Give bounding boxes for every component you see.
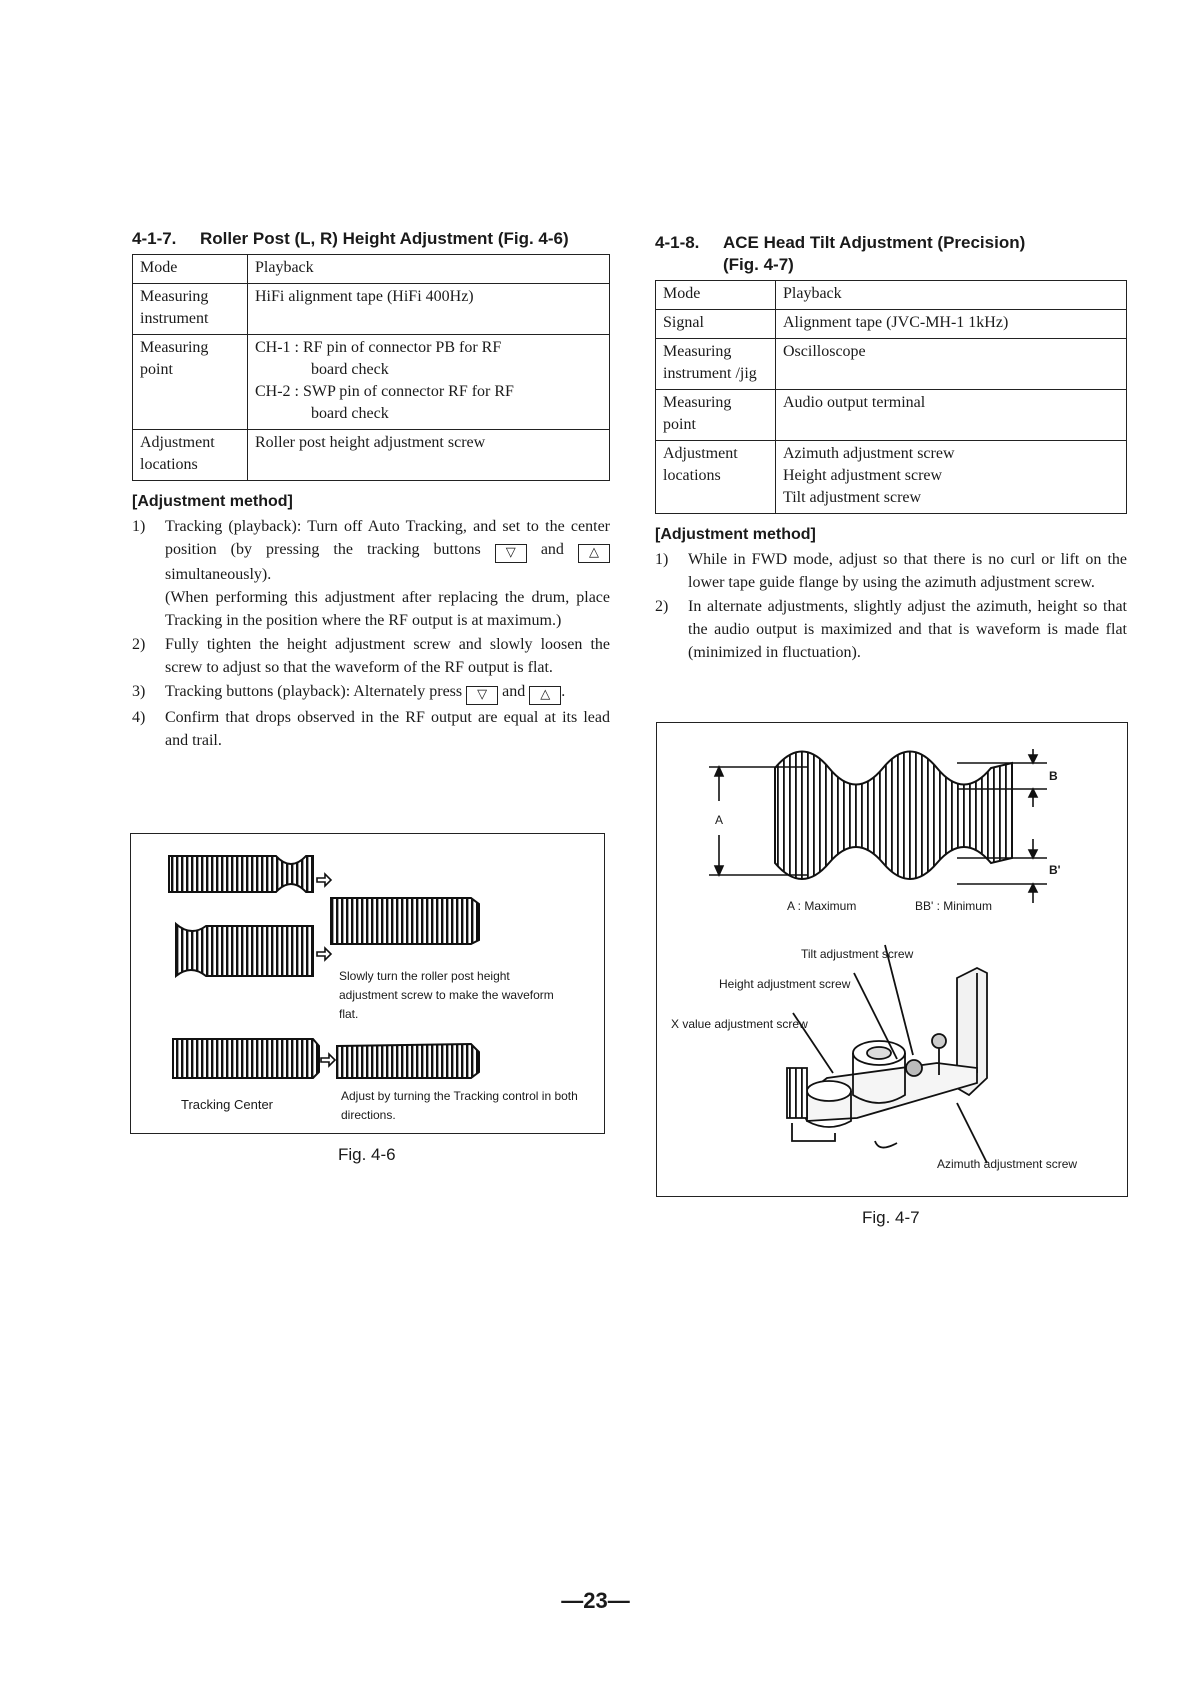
label-bb-minimum: BB' : Minimum bbox=[915, 899, 992, 913]
label-a: A bbox=[715, 813, 724, 827]
table-row bbox=[656, 441, 1127, 514]
table-row bbox=[133, 284, 610, 335]
figure-4-7 bbox=[656, 722, 1128, 1197]
step-3-text: Tracking buttons (playback): Alternately press bbox=[165, 683, 463, 700]
point-value: Audio output terminal bbox=[776, 390, 1127, 441]
step-number: 1) bbox=[132, 518, 146, 535]
instrument-label: Measuring instrument /jig bbox=[656, 339, 776, 390]
figure-caption: Fig. 4-7 bbox=[862, 1208, 920, 1227]
table-row bbox=[656, 310, 1127, 339]
table-row bbox=[656, 281, 1127, 310]
figure-caption: Fig. 4-6 bbox=[338, 1145, 396, 1164]
section-number: 4-1-7. bbox=[132, 229, 177, 248]
tracking-down-button: ▽ bbox=[466, 686, 498, 705]
instrument-value: Oscilloscope bbox=[776, 339, 1127, 390]
step-1-note: (When performing this adjustment after replacing the drum, place Tracking in the position where the RF output is at maximum.) bbox=[165, 589, 610, 629]
location-height: Height adjustment screw bbox=[783, 467, 943, 484]
table-row bbox=[133, 255, 610, 284]
section-4-1-7 bbox=[132, 228, 610, 753]
label-height-screw: Height adjustment screw bbox=[719, 977, 851, 991]
audio-waveform bbox=[775, 752, 1012, 880]
step-2-text: Fully tighten the height adjustment screw and slowly loosen the screw to adjust so that the waveform of the RF output is flat. bbox=[165, 636, 610, 676]
mode-label: Mode bbox=[133, 255, 248, 284]
waveform-lead-drop bbox=[169, 856, 313, 892]
label-tracking-center: Tracking Center bbox=[181, 1097, 273, 1112]
mode-value: Playback bbox=[248, 255, 610, 284]
locations-value bbox=[776, 441, 1127, 514]
step-4 bbox=[132, 706, 610, 752]
waveform-flat-upper bbox=[331, 898, 479, 944]
label-xvalue-screw: X value adjustment screw bbox=[671, 1017, 808, 1031]
location-tilt: Tilt adjustment screw bbox=[783, 489, 922, 506]
step-number: 2) bbox=[655, 598, 669, 615]
step-number: 4) bbox=[132, 709, 146, 726]
section-4-1-8 bbox=[655, 232, 1127, 665]
table-row bbox=[133, 430, 610, 481]
section-title bbox=[132, 228, 610, 250]
step-1-text: While in FWD mode, adjust so that there is no curl or lift on the lower tape guide flange by using the azimuth adjustment screw. bbox=[688, 551, 1127, 591]
step-number: 1) bbox=[655, 551, 669, 568]
section-title-cont: (Fig. 4-7) bbox=[723, 255, 794, 274]
step-1-and: and bbox=[540, 541, 564, 558]
waveform-center-left bbox=[173, 1039, 319, 1078]
tracking-up-button: △ bbox=[578, 544, 610, 563]
section-title bbox=[655, 232, 1127, 276]
table-row bbox=[656, 339, 1127, 390]
step-1 bbox=[655, 548, 1127, 594]
step-3-tail: . bbox=[561, 683, 566, 700]
page-number: —23— bbox=[561, 1588, 630, 1613]
spec-table bbox=[132, 254, 610, 481]
point-ch1-cont: board check bbox=[311, 361, 389, 378]
method-steps bbox=[132, 515, 610, 752]
signal-label: Signal bbox=[656, 310, 776, 339]
method-heading: [Adjustment method] bbox=[132, 493, 293, 510]
label-b-prime: B' bbox=[1049, 863, 1061, 877]
instrument-label: Measuring instrument bbox=[133, 284, 248, 335]
table-row bbox=[656, 390, 1127, 441]
tracking-down-button: ▽ bbox=[495, 544, 527, 563]
method-steps bbox=[655, 548, 1127, 664]
step-3 bbox=[132, 680, 610, 705]
step-1-text: Tracking (playback): Turn off Auto Tracking, and set to the center position (by pressing the tracking buttons bbox=[165, 518, 610, 558]
step-1 bbox=[132, 515, 610, 632]
tracking-up-button: △ bbox=[529, 686, 561, 705]
step-2 bbox=[132, 633, 610, 679]
table-row bbox=[133, 335, 610, 430]
step-1-tail: simultaneously). bbox=[165, 566, 272, 583]
section-number: 4-1-8. bbox=[655, 233, 700, 252]
spec-table bbox=[655, 280, 1127, 514]
step-3-and: and bbox=[502, 683, 526, 700]
step-2 bbox=[655, 595, 1127, 664]
mode-value: Playback bbox=[776, 281, 1127, 310]
label-slowly-turn: Slowly turn the roller post height adjustment screw to make the waveform flat. bbox=[339, 969, 554, 1021]
waveform-center-right bbox=[337, 1044, 479, 1078]
mode-label: Mode bbox=[656, 281, 776, 310]
point-value bbox=[248, 335, 610, 430]
step-4-text: Confirm that drops observed in the RF output are equal at its lead and trail. bbox=[165, 709, 610, 749]
point-ch2-cont: board check bbox=[311, 405, 389, 422]
locations-label: Adjustment locations bbox=[133, 430, 248, 481]
figure-4-6 bbox=[130, 833, 605, 1134]
point-label: Measuring point bbox=[656, 390, 776, 441]
locations-label: Adjustment locations bbox=[656, 441, 776, 514]
label-a-maximum: A : Maximum bbox=[787, 899, 857, 913]
instrument-value: HiFi alignment tape (HiFi 400Hz) bbox=[248, 284, 610, 335]
waveform-trail-drop bbox=[176, 924, 313, 976]
label-b: B bbox=[1049, 769, 1058, 783]
point-ch2: CH-2 : SWP pin of connector RF for RF bbox=[255, 383, 514, 400]
label-tilt-screw: Tilt adjustment screw bbox=[801, 947, 914, 961]
step-number: 3) bbox=[132, 683, 146, 700]
step-2-text: In alternate adjustments, slightly adjust the azimuth, height so that the audio output is maximized and that is waveform is made flat (minimized in fluctuation). bbox=[688, 598, 1127, 661]
point-label: Measuring point bbox=[133, 335, 248, 430]
locations-value: Roller post height adjustment screw bbox=[248, 430, 610, 481]
signal-value: Alignment tape (JVC-MH-1 1kHz) bbox=[776, 310, 1127, 339]
section-title-text: Roller Post (L, R) Height Adjustment (Fig. 4-6) bbox=[200, 229, 569, 248]
step-number: 2) bbox=[132, 636, 146, 653]
location-azimuth: Azimuth adjustment screw bbox=[783, 445, 955, 462]
point-ch1: CH-1 : RF pin of connector PB for RF bbox=[255, 339, 502, 356]
label-azimuth-screw: Azimuth adjustment screw bbox=[937, 1157, 1078, 1171]
section-title-text: ACE Head Tilt Adjustment (Precision) bbox=[723, 233, 1026, 252]
method-heading: [Adjustment method] bbox=[655, 526, 816, 543]
label-adjust-tracking: Adjust by turning the Tracking control in both directions. bbox=[341, 1089, 578, 1122]
